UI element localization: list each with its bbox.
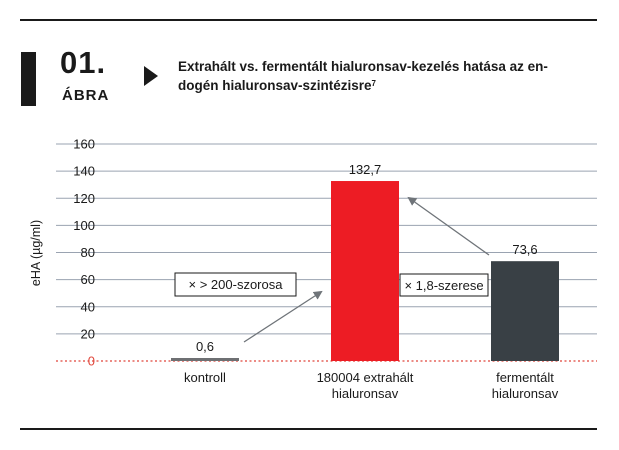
figure-title-reference: 7 — [371, 79, 376, 88]
x-tick-label-1-0: 180004 extrahált — [316, 370, 414, 385]
y-tick-label-120: 120 — [73, 190, 95, 206]
x-tick-label-0-0: kontroll — [184, 370, 226, 385]
x-tick-label-2-1: hialuronsav — [491, 386, 559, 401]
figure-title-line1: Extrahált vs. fermentált hialuronsav-kezelés hatása az en- — [178, 59, 548, 74]
bar-2 — [491, 261, 559, 361]
y-tick-label-160: 160 — [73, 136, 95, 152]
bar-value-label-0: 0,6 — [195, 339, 215, 354]
annotation-arrow-0 — [244, 292, 321, 342]
figure-label: ÁBRA — [62, 87, 110, 104]
bar-value-label-2: 73,6 — [512, 242, 538, 258]
annotation-arrow-1 — [409, 198, 489, 255]
y-tick-label-60: 60 — [80, 272, 95, 288]
figure-number: 01. — [60, 45, 107, 80]
y-tick-label-40: 40 — [80, 299, 95, 315]
bar-1 — [331, 181, 399, 361]
figure-title-line2: dogén hialuronsav-szintézisre — [178, 78, 372, 93]
bottom-rule — [20, 428, 597, 430]
y-tick-label-140: 140 — [73, 163, 95, 179]
y-axis-label: eHA (µg/ml) — [29, 219, 43, 287]
annotation-label-0: × > 200-szorosa — [188, 277, 283, 292]
y-tick-label-0: 0 — [87, 353, 95, 369]
x-tick-label-2-0: fermentált — [496, 370, 554, 385]
bar-0 — [171, 358, 239, 361]
y-tick-label-100: 100 — [73, 217, 95, 233]
annotation-label-1: × 1,8-szerese — [404, 278, 484, 293]
y-tick-label-20: 20 — [80, 326, 95, 342]
y-tick-label-80: 80 — [80, 245, 95, 260]
x-tick-label-1-1: hialuronsav — [331, 386, 399, 401]
bar-value-label-1: 132,7 — [348, 162, 382, 178]
